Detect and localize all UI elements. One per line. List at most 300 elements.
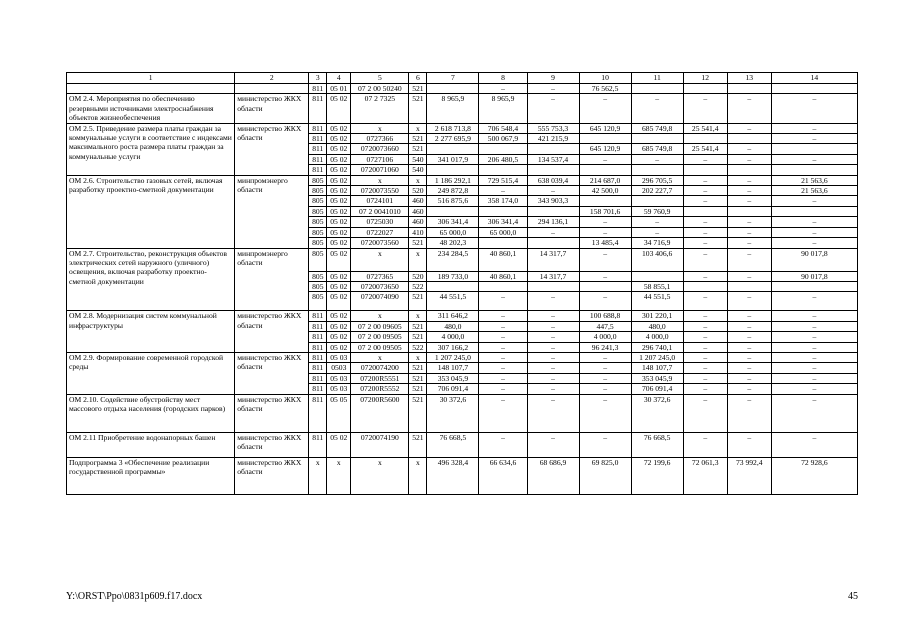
table-cell: – bbox=[631, 154, 683, 164]
table-cell: 805 bbox=[309, 271, 327, 281]
table-cell bbox=[527, 281, 579, 291]
page-number: 45 bbox=[848, 591, 858, 602]
table-cell: – bbox=[579, 217, 631, 227]
table-cell bbox=[579, 165, 631, 175]
table-cell bbox=[631, 165, 683, 175]
table-cell: 07200R5551 bbox=[351, 373, 409, 383]
table-cell: – bbox=[683, 238, 727, 248]
table-cell: – bbox=[579, 227, 631, 237]
table-cell: – bbox=[683, 432, 727, 457]
table-cell: 76 668,5 bbox=[631, 432, 683, 457]
responsible-executor: минпромэнерго области bbox=[235, 248, 309, 311]
table-cell: – bbox=[683, 311, 727, 321]
table-cell: – bbox=[771, 373, 857, 383]
table-cell: 496 328,4 bbox=[427, 457, 479, 494]
table-cell: – bbox=[527, 186, 579, 196]
table-cell: 25 541,4 bbox=[683, 123, 727, 133]
table-cell: – bbox=[727, 332, 771, 342]
table-cell: 214 687,0 bbox=[579, 175, 631, 185]
table-cell: – bbox=[771, 196, 857, 206]
table-cell: – bbox=[479, 394, 527, 432]
table-cell: 811 bbox=[309, 342, 327, 352]
table-cell: – bbox=[727, 311, 771, 321]
table-cell: 0727106 bbox=[351, 154, 409, 164]
table-cell: 343 903,3 bbox=[527, 196, 579, 206]
table-cell: 40 860,1 bbox=[479, 248, 527, 271]
table-body bbox=[67, 73, 858, 495]
event-name: ОМ 2.4. Мероприятия по обеспечению резервными источниками электроснабжения объектов жизнеобеспечения bbox=[67, 94, 235, 123]
table-cell: 480,0 bbox=[427, 321, 479, 331]
table-cell: 811 bbox=[309, 311, 327, 321]
table-cell: – bbox=[683, 175, 727, 185]
table-cell: 07 2 00 09505 bbox=[351, 342, 409, 352]
table-cell: 811 bbox=[309, 394, 327, 432]
responsible-executor: министерство ЖКХ области bbox=[235, 352, 309, 394]
header-cell: 4 bbox=[327, 73, 351, 84]
table-cell: – bbox=[579, 154, 631, 164]
table-cell: 05 02 bbox=[327, 292, 351, 311]
table-cell: 44 551,5 bbox=[631, 292, 683, 311]
table-cell bbox=[427, 206, 479, 216]
table-cell: 805 bbox=[309, 248, 327, 271]
header-cell: 12 bbox=[683, 73, 727, 84]
table-cell bbox=[727, 281, 771, 291]
table-cell: х bbox=[351, 123, 409, 133]
table-cell: 520 bbox=[409, 271, 427, 281]
table-cell: 0725030 bbox=[351, 217, 409, 227]
table-cell: 05 01 bbox=[327, 84, 351, 94]
table-cell: 44 551,5 bbox=[427, 292, 479, 311]
table-cell: – bbox=[727, 321, 771, 331]
table-cell bbox=[771, 144, 857, 154]
table-cell: 69 825,0 bbox=[579, 457, 631, 494]
table-cell: 48 202,3 bbox=[427, 238, 479, 248]
table-cell: 90 017,8 bbox=[771, 271, 857, 281]
table-cell: 811 bbox=[309, 123, 327, 133]
table-cell: 07 2 00 09605 bbox=[351, 321, 409, 331]
table-cell: 522 bbox=[409, 342, 427, 352]
table-cell: – bbox=[683, 292, 727, 311]
table-cell: – bbox=[727, 292, 771, 311]
table-cell: – bbox=[527, 363, 579, 373]
table-cell: – bbox=[771, 384, 857, 394]
table-cell: 58 855,1 bbox=[631, 281, 683, 291]
table-cell bbox=[479, 144, 527, 154]
table-row bbox=[67, 248, 858, 271]
table-cell: 0720073660 bbox=[351, 144, 409, 154]
table-cell: 706 091,4 bbox=[427, 384, 479, 394]
table-cell: – bbox=[771, 134, 857, 144]
table-cell: 811 bbox=[309, 165, 327, 175]
table-cell: х bbox=[351, 248, 409, 271]
table-cell: 805 bbox=[309, 206, 327, 216]
table-cell: 05 02 bbox=[327, 271, 351, 281]
table-cell: – bbox=[771, 94, 857, 123]
table-cell: – bbox=[683, 227, 727, 237]
table-cell: – bbox=[479, 332, 527, 342]
header-cell: 5 bbox=[351, 73, 409, 84]
table-cell: 30 372,6 bbox=[631, 394, 683, 432]
event-name: ОМ 2.6. Строительство газовых сетей, включая разработку проектно-сметной документации bbox=[67, 175, 235, 248]
footer-file-path: Y:\ORST\Ppo\0831p609.f17.docx bbox=[66, 591, 203, 602]
table-cell: – bbox=[479, 352, 527, 362]
table-cell bbox=[479, 206, 527, 216]
table-cell: 811 bbox=[309, 432, 327, 457]
table-cell: – bbox=[579, 373, 631, 383]
responsible-executor: министерство ЖКХ области bbox=[235, 432, 309, 457]
table-cell: – bbox=[683, 342, 727, 352]
table-row bbox=[67, 84, 858, 94]
table-cell: – bbox=[579, 384, 631, 394]
table-cell: – bbox=[683, 363, 727, 373]
table-cell: – bbox=[727, 384, 771, 394]
table-cell bbox=[427, 281, 479, 291]
table-cell: – bbox=[771, 311, 857, 321]
table-cell: – bbox=[683, 196, 727, 206]
table-cell: х bbox=[351, 352, 409, 362]
table-cell: 811 bbox=[309, 363, 327, 373]
table-cell: – bbox=[771, 238, 857, 248]
table-cell: 296 740,1 bbox=[631, 342, 683, 352]
table-cell: 460 bbox=[409, 217, 427, 227]
table-cell bbox=[683, 165, 727, 175]
table-cell: 148 107,7 bbox=[427, 363, 479, 373]
table-cell bbox=[527, 144, 579, 154]
table-cell bbox=[771, 165, 857, 175]
table-cell: – bbox=[727, 363, 771, 373]
table-cell: – bbox=[771, 352, 857, 362]
table-cell bbox=[631, 271, 683, 281]
table-cell: – bbox=[579, 432, 631, 457]
table-cell: 521 bbox=[409, 84, 427, 94]
table-cell bbox=[771, 281, 857, 291]
table-cell: 521 bbox=[409, 144, 427, 154]
table-cell: – bbox=[579, 248, 631, 271]
table-cell: 521 bbox=[409, 394, 427, 432]
table-cell: 521 bbox=[409, 363, 427, 373]
table-row bbox=[67, 352, 858, 362]
header-row bbox=[67, 73, 858, 84]
table-cell: – bbox=[579, 394, 631, 432]
table-cell: 307 166,2 bbox=[427, 342, 479, 352]
table-cell: – bbox=[527, 352, 579, 362]
table-cell: 410 bbox=[409, 227, 427, 237]
table-cell: – bbox=[727, 271, 771, 281]
table-cell: 07 2 0041010 bbox=[351, 206, 409, 216]
table-cell bbox=[727, 165, 771, 175]
table-cell: 555 753,3 bbox=[527, 123, 579, 133]
table-cell: – bbox=[527, 84, 579, 94]
table-cell: х bbox=[409, 123, 427, 133]
table-cell: – bbox=[683, 384, 727, 394]
table-cell: 0720074200 bbox=[351, 363, 409, 373]
table-cell bbox=[579, 196, 631, 206]
table-cell: – bbox=[631, 94, 683, 123]
table-cell: 521 bbox=[409, 94, 427, 123]
table-cell bbox=[427, 84, 479, 94]
table-cell: 21 563,6 bbox=[771, 186, 857, 196]
table-cell: 811 bbox=[309, 352, 327, 362]
table-cell: 685 749,8 bbox=[631, 123, 683, 133]
header-cell: 3 bbox=[309, 73, 327, 84]
table-cell: – bbox=[479, 342, 527, 352]
table-cell: – bbox=[683, 248, 727, 271]
table-cell: 05 02 bbox=[327, 206, 351, 216]
table-cell: 05 03 bbox=[327, 352, 351, 362]
table-cell: 521 bbox=[409, 384, 427, 394]
table-cell: – bbox=[631, 227, 683, 237]
table-cell: – bbox=[683, 271, 727, 281]
table-cell: 8 965,9 bbox=[427, 94, 479, 123]
table-cell: – bbox=[727, 217, 771, 227]
table-cell: – bbox=[727, 123, 771, 133]
table-cell bbox=[527, 238, 579, 248]
event-name: ОМ 2.10. Содействие обустройству мест массового отдыха населения (городских парков) bbox=[67, 394, 235, 432]
table-cell: – bbox=[479, 311, 527, 321]
table-cell: 0724101 bbox=[351, 196, 409, 206]
table-cell: 202 227,7 bbox=[631, 186, 683, 196]
table-cell bbox=[727, 84, 771, 94]
event-name bbox=[67, 84, 235, 94]
table-cell: – bbox=[579, 94, 631, 123]
table-cell: 811 bbox=[309, 154, 327, 164]
responsible-executor: министерство ЖКХ области bbox=[235, 311, 309, 353]
table-cell: 2 618 713,8 bbox=[427, 123, 479, 133]
table-cell: 1 207 245,0 bbox=[427, 352, 479, 362]
table-cell: 4 000,0 bbox=[427, 332, 479, 342]
table-cell bbox=[683, 206, 727, 216]
table-cell: 521 bbox=[409, 238, 427, 248]
table-cell: – bbox=[771, 332, 857, 342]
table-cell: 05 02 bbox=[327, 227, 351, 237]
event-name: ОМ 2.8. Модернизация систем коммунальной инфраструктуры bbox=[67, 311, 235, 353]
table-cell bbox=[479, 281, 527, 291]
table-cell: 0720073560 bbox=[351, 238, 409, 248]
table-cell: – bbox=[771, 217, 857, 227]
table-cell: х bbox=[351, 457, 409, 494]
table-cell: 805 bbox=[309, 186, 327, 196]
table-cell: 2 277 695,9 bbox=[427, 134, 479, 144]
table-cell: 645 120,9 bbox=[579, 123, 631, 133]
table-row bbox=[67, 311, 858, 321]
table-cell: – bbox=[479, 432, 527, 457]
table-cell: 42 500,0 bbox=[579, 186, 631, 196]
table-cell: 05 02 bbox=[327, 248, 351, 271]
table-cell: 521 bbox=[409, 373, 427, 383]
table-cell: 0503 bbox=[327, 363, 351, 373]
table-cell: 96 241,3 bbox=[579, 342, 631, 352]
table-cell: 811 bbox=[309, 384, 327, 394]
table-cell: 66 634,6 bbox=[479, 457, 527, 494]
table-cell: 1 186 292,1 bbox=[427, 175, 479, 185]
table-cell: 805 bbox=[309, 292, 327, 311]
table-row bbox=[67, 394, 858, 432]
table-cell: 05 02 bbox=[327, 238, 351, 248]
table-cell: 447,5 bbox=[579, 321, 631, 331]
table-cell: 05 02 bbox=[327, 175, 351, 185]
table-cell: – bbox=[727, 196, 771, 206]
table-cell: – bbox=[527, 311, 579, 321]
table-cell: 306 341,4 bbox=[427, 217, 479, 227]
table-cell: – bbox=[683, 154, 727, 164]
header-cell: 6 bbox=[409, 73, 427, 84]
table-cell bbox=[427, 144, 479, 154]
table-cell: 811 bbox=[309, 84, 327, 94]
event-name: ОМ 2.5. Приведение размера платы граждан за коммунальные услуги в соответствие с индексами максимального роста размера платы граждан за коммунальные услуги bbox=[67, 123, 235, 175]
table-cell: 0720073650 bbox=[351, 281, 409, 291]
table-cell: х bbox=[409, 248, 427, 271]
table-cell: 73 992,4 bbox=[727, 457, 771, 494]
table-cell bbox=[727, 206, 771, 216]
table-cell: 103 406,6 bbox=[631, 248, 683, 271]
table-cell: х bbox=[309, 457, 327, 494]
table-cell: – bbox=[683, 332, 727, 342]
table-cell: – bbox=[683, 352, 727, 362]
table-cell: 72 061,3 bbox=[683, 457, 727, 494]
table-cell: 811 bbox=[309, 134, 327, 144]
table-cell: – bbox=[527, 373, 579, 383]
table-cell: 07 2 00 09505 bbox=[351, 332, 409, 342]
table-cell: – bbox=[727, 154, 771, 164]
table-cell: 05 02 bbox=[327, 154, 351, 164]
table-cell bbox=[631, 84, 683, 94]
table-cell: 14 317,7 bbox=[527, 271, 579, 281]
table-cell: – bbox=[527, 94, 579, 123]
event-name: Подпрограмма 3 «Обеспечение реализации государственной программы» bbox=[67, 457, 235, 494]
table-cell: 34 716,9 bbox=[631, 238, 683, 248]
table-cell: 805 bbox=[309, 175, 327, 185]
table-cell: 59 760,9 bbox=[631, 206, 683, 216]
table-cell: х bbox=[409, 457, 427, 494]
table-cell: 05 02 bbox=[327, 332, 351, 342]
table-cell: 05 02 bbox=[327, 311, 351, 321]
table-cell bbox=[727, 134, 771, 144]
table-cell: 294 136,1 bbox=[527, 217, 579, 227]
table-cell bbox=[579, 281, 631, 291]
table-cell: 521 bbox=[409, 321, 427, 331]
table-cell: – bbox=[771, 342, 857, 352]
table-cell: 421 215,9 bbox=[527, 134, 579, 144]
table-cell: 4 000,0 bbox=[631, 332, 683, 342]
table-cell: 516 875,6 bbox=[427, 196, 479, 206]
table-cell: 0720074190 bbox=[351, 432, 409, 457]
table-cell: 0727365 bbox=[351, 271, 409, 281]
table-cell: 148 107,7 bbox=[631, 363, 683, 373]
table-cell: – bbox=[527, 332, 579, 342]
table-cell: 353 045,9 bbox=[631, 373, 683, 383]
table-cell: 805 bbox=[309, 227, 327, 237]
table-row bbox=[67, 432, 858, 457]
table-cell: 811 bbox=[309, 373, 327, 383]
table-cell: 07 2 7325 bbox=[351, 94, 409, 123]
event-name: ОМ 2.7. Строительство, реконструкция объектов электрических сетей наружного (уличного) освещения, включая разработку проектно-сметной документации bbox=[67, 248, 235, 311]
table-cell: – bbox=[479, 186, 527, 196]
table-cell: 520 bbox=[409, 186, 427, 196]
table-cell: 05 02 bbox=[327, 134, 351, 144]
table-cell bbox=[631, 134, 683, 144]
table-cell bbox=[771, 206, 857, 216]
table-cell: 134 537,4 bbox=[527, 154, 579, 164]
table-cell: х bbox=[327, 457, 351, 494]
table-cell: 25 541,4 bbox=[683, 144, 727, 154]
header-cell: 1 bbox=[67, 73, 235, 84]
table-cell: 14 317,7 bbox=[527, 248, 579, 271]
table-cell: 05 02 bbox=[327, 217, 351, 227]
event-name: ОМ 2.9. Формирование современной городской среды bbox=[67, 352, 235, 394]
table-cell: 05 02 bbox=[327, 165, 351, 175]
responsible-executor: министерство ЖКХ области bbox=[235, 94, 309, 123]
table-cell: 05 03 bbox=[327, 373, 351, 383]
table-cell: 685 749,8 bbox=[631, 144, 683, 154]
table-cell: – bbox=[683, 217, 727, 227]
table-cell: – bbox=[771, 394, 857, 432]
header-cell: 8 bbox=[479, 73, 527, 84]
table-cell bbox=[631, 196, 683, 206]
table-cell: – bbox=[579, 352, 631, 362]
table-cell: – bbox=[631, 217, 683, 227]
table-cell: 05 02 bbox=[327, 196, 351, 206]
responsible-executor bbox=[235, 84, 309, 94]
responsible-executor: министерство ЖКХ области bbox=[235, 457, 309, 494]
header-cell: 2 bbox=[235, 73, 309, 84]
table-cell: 05 02 bbox=[327, 342, 351, 352]
table-cell: 05 02 bbox=[327, 281, 351, 291]
table-cell: 05 02 bbox=[327, 186, 351, 196]
table-row bbox=[67, 457, 858, 494]
table-cell: 460 bbox=[409, 206, 427, 216]
table-cell: х bbox=[409, 311, 427, 321]
table-cell: 540 bbox=[409, 165, 427, 175]
table-cell: – bbox=[727, 94, 771, 123]
table-cell: х bbox=[409, 175, 427, 185]
table-cell: – bbox=[527, 342, 579, 352]
table-cell: – bbox=[527, 394, 579, 432]
table-cell: 21 563,6 bbox=[771, 175, 857, 185]
table-cell: – bbox=[771, 321, 857, 331]
table-cell: 249 872,8 bbox=[427, 186, 479, 196]
table-cell: 05 02 bbox=[327, 123, 351, 133]
table-cell: х bbox=[351, 311, 409, 321]
table-cell: 206 480,5 bbox=[479, 154, 527, 164]
table-cell: 540 bbox=[409, 154, 427, 164]
table-cell: – bbox=[527, 384, 579, 394]
table-cell: х bbox=[409, 352, 427, 362]
table-cell: 1 207 245,0 bbox=[631, 352, 683, 362]
table-cell: 341 017,9 bbox=[427, 154, 479, 164]
table-cell: 811 bbox=[309, 94, 327, 123]
table-cell: – bbox=[771, 123, 857, 133]
table-cell bbox=[479, 238, 527, 248]
table-cell: 521 bbox=[409, 292, 427, 311]
table-cell: 805 bbox=[309, 281, 327, 291]
table-cell: – bbox=[727, 342, 771, 352]
table-cell: – bbox=[683, 321, 727, 331]
table-cell: – bbox=[683, 373, 727, 383]
table-cell: 05 02 bbox=[327, 144, 351, 154]
table-cell: – bbox=[727, 373, 771, 383]
table-cell bbox=[479, 165, 527, 175]
table-cell: 311 646,2 bbox=[427, 311, 479, 321]
table-cell: 4 000,0 bbox=[579, 332, 631, 342]
table-cell: 645 120,9 bbox=[579, 144, 631, 154]
table-cell: 8 965,9 bbox=[479, 94, 527, 123]
table-cell: 72 928,6 bbox=[771, 457, 857, 494]
responsible-executor: минпромэнерго области bbox=[235, 175, 309, 248]
table-cell: 0720073550 bbox=[351, 186, 409, 196]
table-cell: – bbox=[727, 175, 771, 185]
table-cell bbox=[771, 84, 857, 94]
table-cell bbox=[527, 206, 579, 216]
